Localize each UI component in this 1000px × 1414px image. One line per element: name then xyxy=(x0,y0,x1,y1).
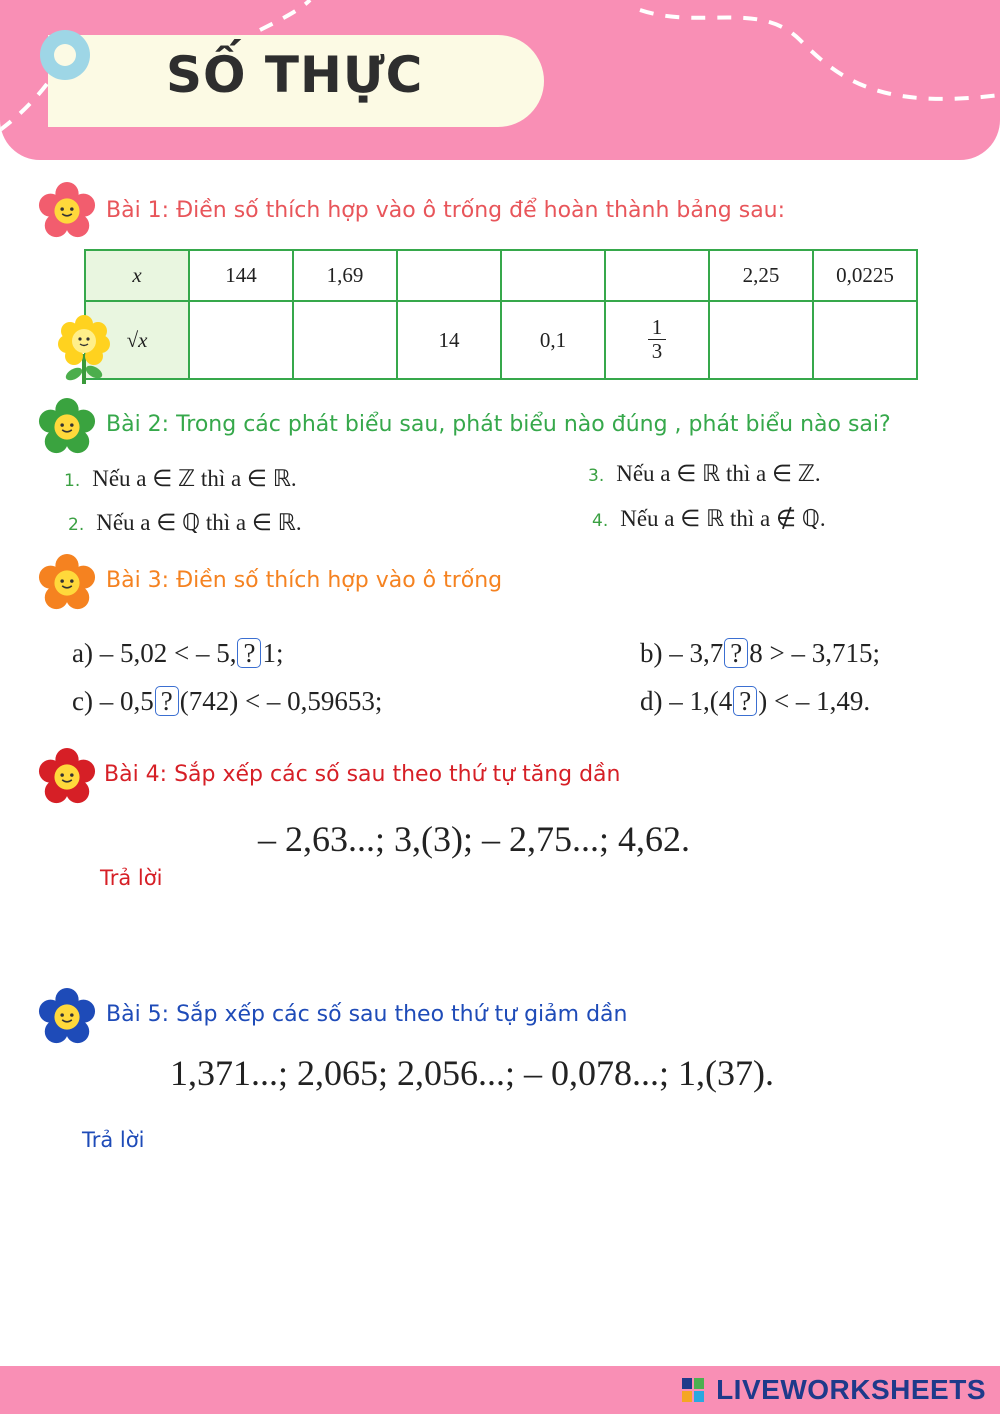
exercise-text: d) – 1,(4 xyxy=(640,686,733,716)
table-cell: 0,0225 xyxy=(813,250,917,301)
brand-name: LIVEWORKSHEETS xyxy=(716,1374,986,1405)
liveworksheets-logo-icon xyxy=(682,1378,704,1402)
table-cell: 2,25 xyxy=(709,250,813,301)
sunflower-icon xyxy=(56,314,112,386)
statement-text: Nếu a ∈ ℝ thì a ∉ ℚ. xyxy=(620,506,826,531)
answer-box[interactable]: ? xyxy=(155,686,179,716)
page-title: SỐ THỰC xyxy=(166,46,424,104)
statement-3[interactable] xyxy=(588,461,821,487)
blue-flower-icon xyxy=(38,988,96,1046)
statement-text: Nếu a ∈ ℝ thì a ∈ ℤ. xyxy=(616,461,821,486)
exercise-b xyxy=(640,638,880,669)
bai5-numbers: 1,371...; 2,065; 2,056...; – 0,078...; 1,(37). xyxy=(170,1053,774,1093)
bai2-heading: Bài 2: Trong các phát biểu sau, phát biểu nào đúng , phát biểu nào sai? xyxy=(106,412,891,437)
bai5-answer-label: Trả lời xyxy=(82,1128,145,1152)
bai4-answer-area[interactable] xyxy=(100,900,920,970)
bai1-heading: Bài 1: Điền số thích hợp vào ô trống để hoàn thành bảng sau: xyxy=(106,198,786,223)
exercise-text: ) < – 1,49. xyxy=(758,686,871,716)
exercise-c xyxy=(72,686,382,717)
table-cell: 144 xyxy=(189,250,293,301)
table-cell: 0,1 xyxy=(501,301,605,379)
orange-flower-icon xyxy=(38,554,96,612)
table-cell-blank[interactable] xyxy=(293,301,397,379)
pink-flower-icon xyxy=(38,182,96,240)
bai5-heading: Bài 5: Sắp xếp các số sau theo thứ tự giảm dần xyxy=(106,1002,628,1027)
bai4-answer-label: Trả lời xyxy=(100,866,163,890)
table-cell-fraction xyxy=(605,301,709,379)
statement-number: 1. xyxy=(64,471,81,491)
statement-number: 3. xyxy=(588,466,605,486)
bai4-numbers: – 2,63...; 3,(3); – 2,75...; 4,62. xyxy=(258,819,690,859)
bai5-answer-area[interactable] xyxy=(82,1160,922,1320)
fraction xyxy=(648,316,667,361)
exercise-d xyxy=(640,686,870,717)
table-cell-blank[interactable] xyxy=(605,250,709,301)
statement-2[interactable] xyxy=(68,510,302,536)
answer-box[interactable]: ? xyxy=(733,686,757,716)
red-flower-icon xyxy=(38,748,96,806)
value-table xyxy=(84,249,918,380)
statement-text: Nếu a ∈ ℤ thì a ∈ ℝ. xyxy=(92,466,297,491)
exercise-a xyxy=(72,638,283,669)
header-banner xyxy=(0,0,1000,160)
row-label-sqrt: √x xyxy=(85,301,189,379)
exercise-text: b) – 3,7 xyxy=(640,638,724,668)
table-cell-blank[interactable] xyxy=(189,301,293,379)
table-cell: 14 xyxy=(397,301,501,379)
green-flower-icon xyxy=(38,398,96,456)
ring-icon xyxy=(40,30,90,80)
table-cell-blank[interactable] xyxy=(813,301,917,379)
exercise-text: c) – 0,5 xyxy=(72,686,154,716)
footer-bar xyxy=(0,1366,1000,1414)
statement-4[interactable] xyxy=(592,506,826,532)
exercise-text: 1; xyxy=(262,638,284,668)
table-cell: 1,69 xyxy=(293,250,397,301)
row-label-x: x xyxy=(85,250,189,301)
table-cell-blank[interactable] xyxy=(709,301,813,379)
table-row xyxy=(85,301,917,379)
table-row xyxy=(85,250,917,301)
fraction-numerator: 1 xyxy=(648,316,667,339)
bai4-heading: Bài 4: Sắp xếp các số sau theo thứ tự tăng dần xyxy=(104,762,621,787)
bai3-heading: Bài 3: Điền số thích hợp vào ô trống xyxy=(106,568,503,593)
fraction-denominator: 3 xyxy=(651,338,663,363)
answer-box[interactable]: ? xyxy=(724,638,748,668)
statement-number: 4. xyxy=(592,511,609,531)
table-cell-blank[interactable] xyxy=(397,250,501,301)
table-cell-blank[interactable] xyxy=(501,250,605,301)
statement-number: 2. xyxy=(68,515,85,535)
exercise-text: 8 > – 3,715; xyxy=(749,638,880,668)
exercise-text: a) – 5,02 < – 5, xyxy=(72,638,237,668)
answer-box[interactable]: ? xyxy=(237,638,261,668)
statement-text: Nếu a ∈ ℚ thì a ∈ ℝ. xyxy=(96,510,302,535)
statement-1[interactable] xyxy=(64,466,297,492)
exercise-text: (742) < – 0,59653; xyxy=(179,686,383,716)
